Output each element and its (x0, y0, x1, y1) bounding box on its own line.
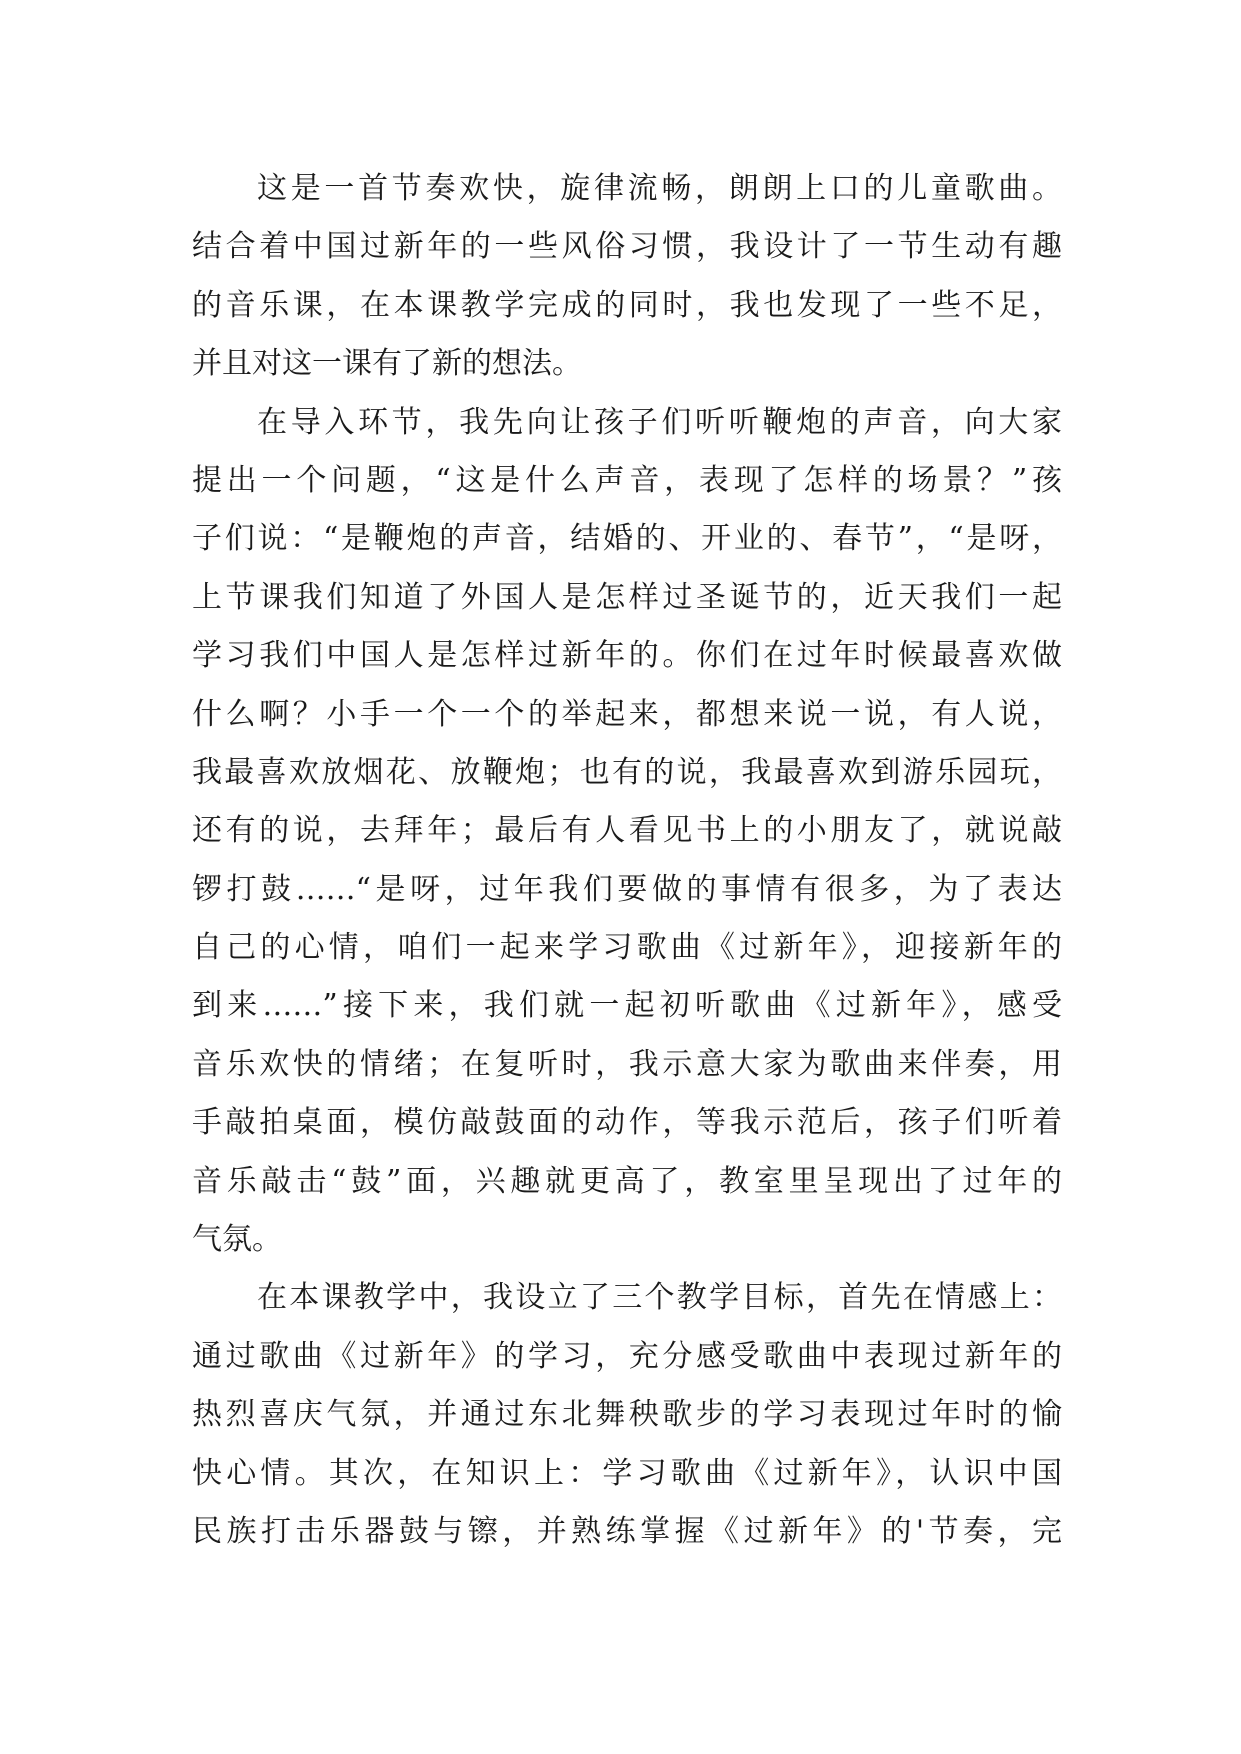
paragraph-2-line-7: 我最喜欢放烟花、放鞭炮；也有的说，我最喜欢到游乐园玩， (192, 754, 1062, 790)
paragraph-2-line-13: 手敲拍桌面，模仿敲鼓面的动作，等我示范后，孩子们听着 (192, 1105, 1062, 1141)
document-body (192, 160, 1062, 1561)
paragraph-2-line-11: 到来……”接下来，我们就一起初听歌曲《过新年》，感受 (192, 988, 1062, 1024)
paragraph-2-line-2: 提出一个问题，“这是什么声音，表现了怎样的场景？”孩 (192, 462, 1062, 498)
paragraph-1-line-1: 这是一首节奏欢快，旋律流畅，朗朗上口的儿童歌曲。 (257, 171, 1062, 206)
paragraph-2-line-15: 气氛。 (192, 1222, 282, 1258)
paragraph-3-line-1: 在本课教学中，我设立了三个教学目标，首先在情感上： (257, 1280, 1062, 1316)
paragraph-2-line-4: 上节课我们知道了外国人是怎样过圣诞节的，近天我们一起 (192, 579, 1062, 615)
paragraph-2-line-14: 音乐敲击“鼓”面，兴趣就更高了，教室里呈现出了过年的 (192, 1163, 1062, 1199)
paragraph-2-line-3: 子们说：“是鞭炮的声音，结婚的、开业的、春节”，“是呀， (192, 521, 1062, 557)
paragraph-3-line-5: 民族打击乐器鼓与镲，并熟练掌握《过新年》的'节奏，完 (192, 1513, 1062, 1549)
paragraph-2-line-6: 什么啊？小手一个一个的举起来，都想来说一说，有人说， (192, 696, 1062, 732)
paragraph-3-line-2: 通过歌曲《过新年》的学习，充分感受歌曲中表现过新年的 (192, 1338, 1062, 1374)
paragraph-1-line-3: 的音乐课，在本课教学完成的同时，我也发现了一些不足， (192, 287, 1062, 323)
paragraph-2-line-5: 学习我们中国人是怎样过新年的。你们在过年时候最喜欢做 (192, 638, 1062, 674)
paragraph-3-line-3: 热烈喜庆气氛，并通过东北舞秧歌步的学习表现过年时的愉 (192, 1397, 1062, 1433)
paragraph-3-line-4: 快心情。其次，在知识上：学习歌曲《过新年》，认识中国 (192, 1455, 1062, 1491)
paragraph-2-line-12: 音乐欢快的情绪；在复听时，我示意大家为歌曲来伴奏，用 (192, 1046, 1062, 1082)
paragraph-2-line-9: 锣打鼓……“是呀，过年我们要做的事情有很多，为了表达 (192, 871, 1062, 907)
paragraph-2-line-10: 自己的心情，咱们一起来学习歌曲《过新年》，迎接新年的 (192, 930, 1062, 966)
paragraph-2-line-8: 还有的说，去拜年；最后有人看见书上的小朋友了，就说敲 (192, 813, 1062, 849)
paragraph-2-line-1: 在导入环节，我先向让孩子们听听鞭炮的声音，向大家 (257, 404, 1062, 440)
paragraph-1-line-2: 结合着中国过新年的一些风俗习惯，我设计了一节生动有趣 (192, 229, 1062, 265)
paragraph-1-line-4: 并且对这一课有了新的想法。 (192, 346, 582, 382)
